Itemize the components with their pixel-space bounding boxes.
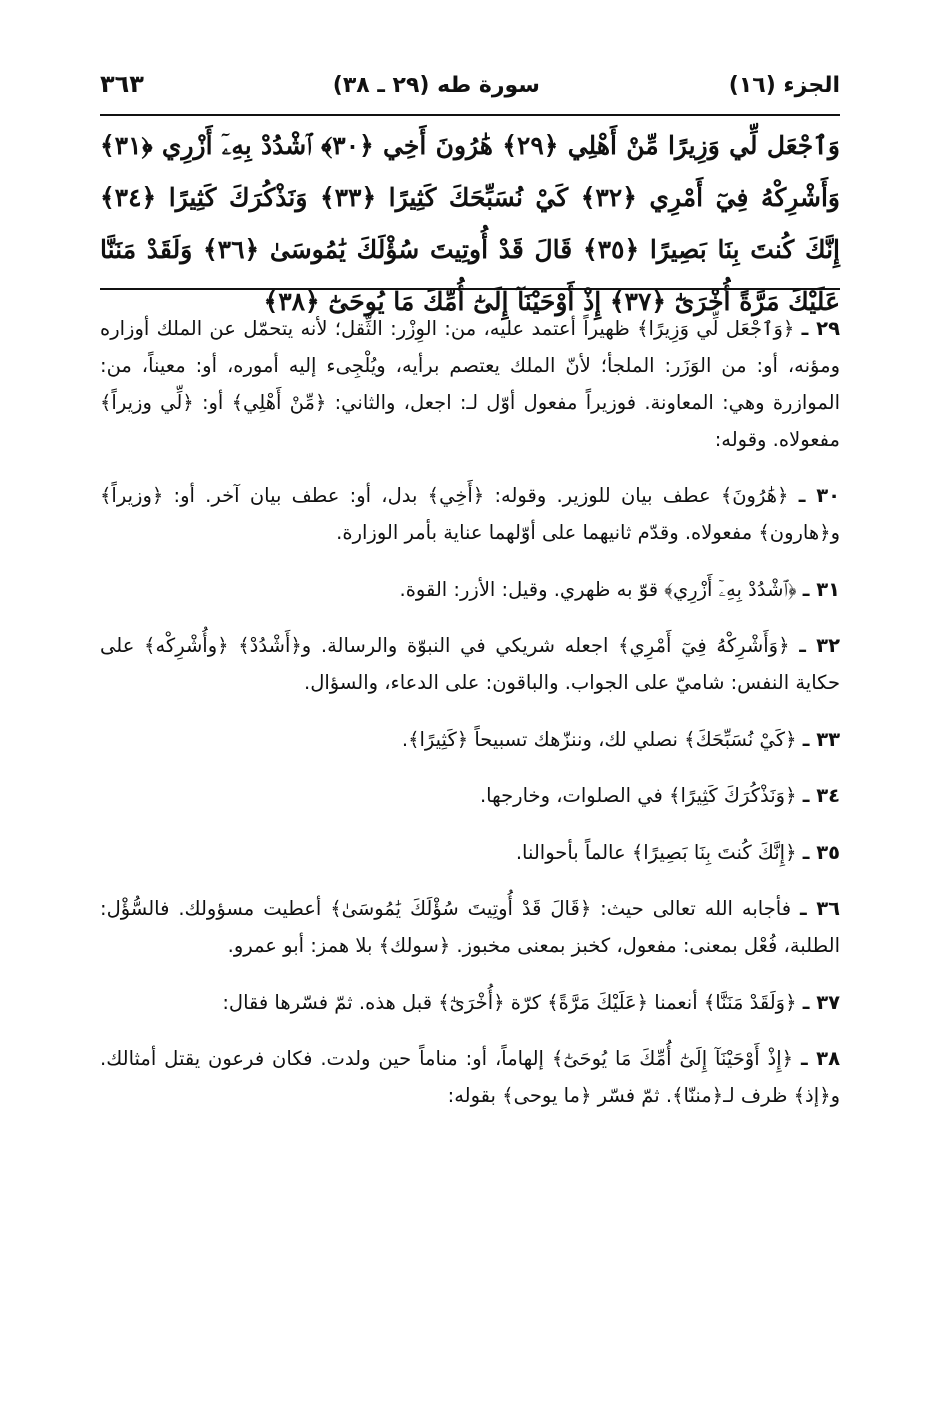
- book-page: [100, 60, 840, 1126]
- verse-number: ٣٨ ـ: [801, 1047, 840, 1070]
- entry-text: ﴿كَيْ نُسَبِّحَكَ﴾ نصلي لك، وننزّهك تسبيحاً ﴿كَثِيرًا﴾.: [401, 727, 797, 751]
- entry-text: ﴿وَٱجْعَل لِّي وَزِيرًا﴾ ظهيراً أعتمد عليه، من: الوِزْر: الثِّقل؛ لأنه يتحمّل عن الملك أوزاره ومؤنه، أو: من الوَزَر: الملجأ؛ لأنّ الملك يعتصم برأيه، ويُلْجِىء إليه أموره، أو: معيناً، من: الموازرة وهي: المعاونة. فوزيراً مفعول أوّل لـ: اجعل، والثاني: ﴿مِّنْ أَهْلِي﴾ أو: ﴿لِّي وزيراً﴾ مفعولاه. وقوله:: [100, 316, 840, 451]
- page-header: [100, 60, 840, 108]
- commentary-entry: [100, 571, 840, 608]
- verse-number: ٣٠ ـ: [798, 484, 840, 507]
- commentary-entry: [100, 627, 840, 701]
- verse-number: ٣٣ ـ: [802, 727, 840, 751]
- entry-text: ﴿وَنَذْكُرَكَ كَثِيرًا﴾ في الصلوات، وخارجها.: [479, 784, 797, 807]
- commentary-entry: [100, 777, 840, 814]
- entry-text: فأجابه الله تعالى حيث: ﴿قَالَ قَدْ أُوتِيتَ سُؤْلَكَ يَٰمُوسَىٰ﴾ أعطيت مسؤولك. فالسُّؤْل: الطلبة، فُعْل بمعنى: مفعول، كخبز بمعنى مخبوز. ﴿سولك﴾ بلا همز: أبو عمرو.: [100, 897, 840, 957]
- commentary-entry: [100, 890, 840, 964]
- entry-text: ﴿وَأَشْرِكْهُ فِيٓ أَمْرِي﴾ اجعله شريكي في النبوّة والرسالة. و﴿أَشْدُدْ﴾ ﴿وأُشْرِكْه﴾ على حكاية النفس: شاميّ على الجواب. والباقون: على الدعاء، والسؤال.: [100, 634, 840, 694]
- commentary-entry: [100, 834, 840, 871]
- quran-verses: وَٱجْعَل لِّي وَزِيرًا مِّنْ أَهْلِي ﴿٢٩﴾ هَٰرُونَ أَخِي ﴿٣٠﴾ ٱشْدُدْ بِهِۦٓ أَزْرِي ﴿٣١﴾ وَأَشْرِكْهُ فِيٓ أَمْرِي ﴿٣٢﴾ كَيْ نُسَبِّحَكَ كَثِيرًا ﴿٣٣﴾ وَنَذْكُرَكَ كَثِيرًا ﴿٣٤﴾ إِنَّكَ كُنتَ بِنَا بَصِيرًا ﴿٣٥﴾ قَالَ قَدْ أُوتِيتَ سُؤْلَكَ يَٰمُوسَىٰ ﴿٣٦﴾ وَلَقَدْ مَنَنَّا عَلَيْكَ مَرَّةً أُخْرَىٰٓ ﴿٣٧﴾ إِذْ أَوْحَيْنَآ إِلَىٰٓ أُمِّكَ مَا يُوحَىٰٓ ﴿٣٨﴾: [100, 131, 841, 316]
- commentary-entry: [100, 984, 840, 1021]
- entry-text: ﴿وَلَقَدْ مَنَنَّا﴾ أنعمنا ﴿عَلَيْكَ مَرَّةً﴾ كرّة ﴿أُخْرَىٰٓ﴾ قبل هذه. ثمّ فسّرها فقال:: [222, 990, 797, 1014]
- verse-number: ٣٥ ـ: [802, 840, 840, 864]
- verse-number: ٣٦ ـ: [800, 897, 841, 920]
- entry-text: ﴿إِنَّكَ كُنتَ بِنَا بَصِيرًا﴾ عالماً بأحوالنا.: [515, 840, 797, 864]
- entry-text: ﴿إِذْ أَوْحَيْنَآ إِلَىٰٓ أُمِّكَ مَا يُوحَىٰٓ﴾ إلهاماً، أو: مناماً حين ولدت. فكان فرعون يقتل أمثالك. و﴿إذ﴾ ظرف لـ﴿مننّا﴾. ثمّ فسّر ﴿ما يوحى﴾ بقوله:: [100, 1047, 840, 1107]
- commentary-entry: [100, 721, 840, 758]
- juz-label: الجزء (١٦): [728, 73, 840, 98]
- surah-title: سورة طه (٢٩ ـ ٣٨): [332, 73, 540, 98]
- verse-number: ٢٩ ـ: [801, 316, 840, 340]
- commentary-entry: [100, 477, 840, 551]
- commentary: [100, 310, 840, 1115]
- verse-number: ٣١ ـ: [802, 577, 840, 601]
- verse-number: ٣٢ ـ: [799, 634, 840, 657]
- verse-number: ٣٧ ـ: [802, 990, 840, 1014]
- page-number: ٣٦٣: [100, 70, 144, 98]
- commentary-entry: [100, 1040, 840, 1114]
- commentary-entry: [100, 310, 840, 458]
- entry-text: ﴿ٱشْدُدْ بِهِۦٓ أَزْرِي﴾ قوّ به ظهري. وقيل: الأزر: القوة.: [399, 577, 797, 601]
- entry-text: ﴿هَٰرُونَ﴾ عطف بيان للوزير. وقوله: ﴿أَخِي﴾ بدل، أو: عطف بيان آخر. أو: ﴿وزيراً﴾ و﴿هارون﴾ مفعولاه. وقدّم ثانيهما على أوّلهما عناية بأمر الوزارة.: [100, 484, 840, 544]
- verse-number: ٣٤ ـ: [802, 784, 840, 807]
